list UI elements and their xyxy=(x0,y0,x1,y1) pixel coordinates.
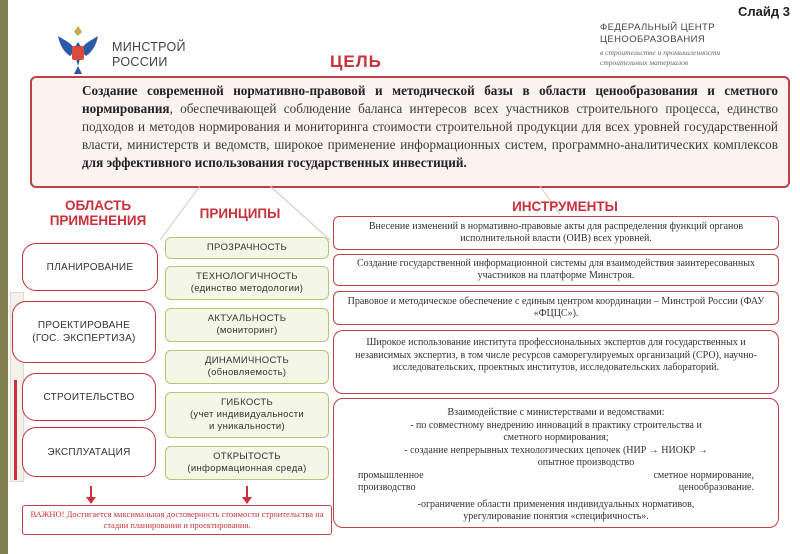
principle-sublabel: и уникальности) xyxy=(209,421,285,432)
tool-item: Широкое использование института профессиональных экспертов для государственных и независимых экспертиз, в том числе ресурсов саморегулируемых организаций (СРО), научно-исследовательских, проектных институтов, исследовательских лабораторий. xyxy=(333,330,779,394)
center-title-line-2: ЦЕНООБРАЗОВАНИЯ xyxy=(600,34,706,45)
principle-dynamics xyxy=(165,350,329,384)
tool-item: Правовое и методическое обеспечение с единым центром координации – Минстрой России (ФАУ «ФЦЦС»). xyxy=(333,291,779,325)
areas-title-line-2: ПРИМЕНЕНИЯ xyxy=(49,213,147,228)
tool-interaction xyxy=(333,398,779,528)
principle-relevance xyxy=(165,308,329,342)
area-label: ПЛАНИРОВАНИЕ xyxy=(46,261,134,273)
center-subtitle-line-1: в строительстве и промышленности xyxy=(600,48,721,57)
goal-bold-part-1: Создание современной нормативно-правовой и методической базы в области ценообразования и сметного нормирования xyxy=(82,83,778,116)
area-operation xyxy=(22,427,156,477)
tool-item: Внесение изменений в нормативно-правовые акты для распределения функций органов исполнительной власти (ОИВ) всех уровней. xyxy=(333,216,779,250)
tool-item: Создание государственной информационной системы для взаимодействия заинтересованных участников на платформе Минстроя. xyxy=(333,254,779,286)
interaction-line: -ограничение области применения индивидуальных нормативов, xyxy=(417,498,695,510)
principle-label: АКТУАЛЬНОСТЬ xyxy=(207,313,287,324)
interaction-line: - по совместному внедрению инноваций в практику строительства и xyxy=(410,419,702,431)
slide-number: Слайд 3 xyxy=(738,4,790,19)
principle-sublabel: (учет индивидуальности xyxy=(189,409,305,420)
principles-title: ПРИНЦИПЫ xyxy=(199,206,281,221)
interaction-line: опытное производство xyxy=(537,457,635,468)
area-design xyxy=(12,301,156,363)
interaction-left: производство xyxy=(358,482,416,493)
interaction-pair xyxy=(348,470,764,483)
tools-title: ИНСТРУМЕНТЫ xyxy=(512,199,618,214)
principle-sublabel: (единство методологии) xyxy=(190,283,304,294)
principle-transparency xyxy=(165,237,329,259)
center-title-line-1: ФЕДЕРАЛЬНЫЙ ЦЕНТР xyxy=(600,22,715,33)
principle-openness xyxy=(165,446,329,480)
areas-title-line-1: ОБЛАСТЬ xyxy=(64,198,132,213)
interaction-line: урегулирование понятия «специфичность». xyxy=(463,511,649,522)
interaction-right: сметное нормирование, xyxy=(653,469,754,481)
interaction-line: сметного нормирования; xyxy=(503,432,609,443)
principle-label: ТЕХНОЛОГИЧНОСТЬ xyxy=(196,271,298,282)
goal-bold-part-2: для эффективного использования государственных инвестиций. xyxy=(82,155,467,170)
principle-sublabel: (мониторинг) xyxy=(216,325,278,336)
principle-sublabel: (обновляемость) xyxy=(207,367,287,378)
interaction-left: промышленное xyxy=(358,469,424,481)
logo-line-1: МИНСТРОЙ xyxy=(112,40,186,54)
important-note: ВАЖНО! Достигается максимальная достоверность стоимости строительства на стадии планирования и проектирования. xyxy=(22,505,332,535)
area-red-line xyxy=(14,380,17,480)
interaction-right: ценообразование. xyxy=(678,482,754,493)
principle-flexibility xyxy=(165,392,329,438)
area-label: ПРОЕКТИРОВАНЕ xyxy=(37,320,131,331)
area-label: СТРОИТЕЛЬСТВО xyxy=(43,391,135,403)
principle-label: ОТКРЫТОСТЬ xyxy=(213,451,281,462)
area-label: ЭКСПЛУАТАЦИЯ xyxy=(47,446,131,458)
arrow-down-icon xyxy=(86,497,96,504)
goal-heading: ЦЕЛЬ xyxy=(330,52,382,71)
center-subtitle-line-2: строительных материалов xyxy=(600,58,689,67)
interaction-line: Взаимодействие с министерствами и ведомствами: xyxy=(447,407,665,418)
area-planning xyxy=(22,243,158,291)
principle-label: ПРОЗРАЧНОСТЬ xyxy=(206,242,288,253)
principle-technology xyxy=(165,266,329,300)
goal-regular-part: , обеспечивающей соблюдение баланса интересов всех участников строительного процесса, единство подходов и методов нормирования и мониторинга стоимости строительной продукции для всех уровней государственной власти, министерств и ведомств, широкое применение информационных систем, программно-аналитических комплексов xyxy=(82,101,778,152)
area-construction xyxy=(22,373,156,421)
areas-title xyxy=(28,198,168,228)
principle-label: ГИБКОСТЬ xyxy=(220,397,273,408)
logo-line-2: РОССИИ xyxy=(112,55,168,69)
interaction-pair xyxy=(348,482,764,495)
principle-sublabel: (информационная среда) xyxy=(187,463,307,474)
principle-label: ДИНАМИЧНОСТЬ xyxy=(205,355,289,366)
arrow-down-icon xyxy=(242,497,252,504)
area-sublabel: (ГОС. ЭКСПЕРТИЗА) xyxy=(32,333,136,344)
interaction-line: - создание непрерывных технологических цепочек (НИР → НИОКР → xyxy=(404,444,708,456)
